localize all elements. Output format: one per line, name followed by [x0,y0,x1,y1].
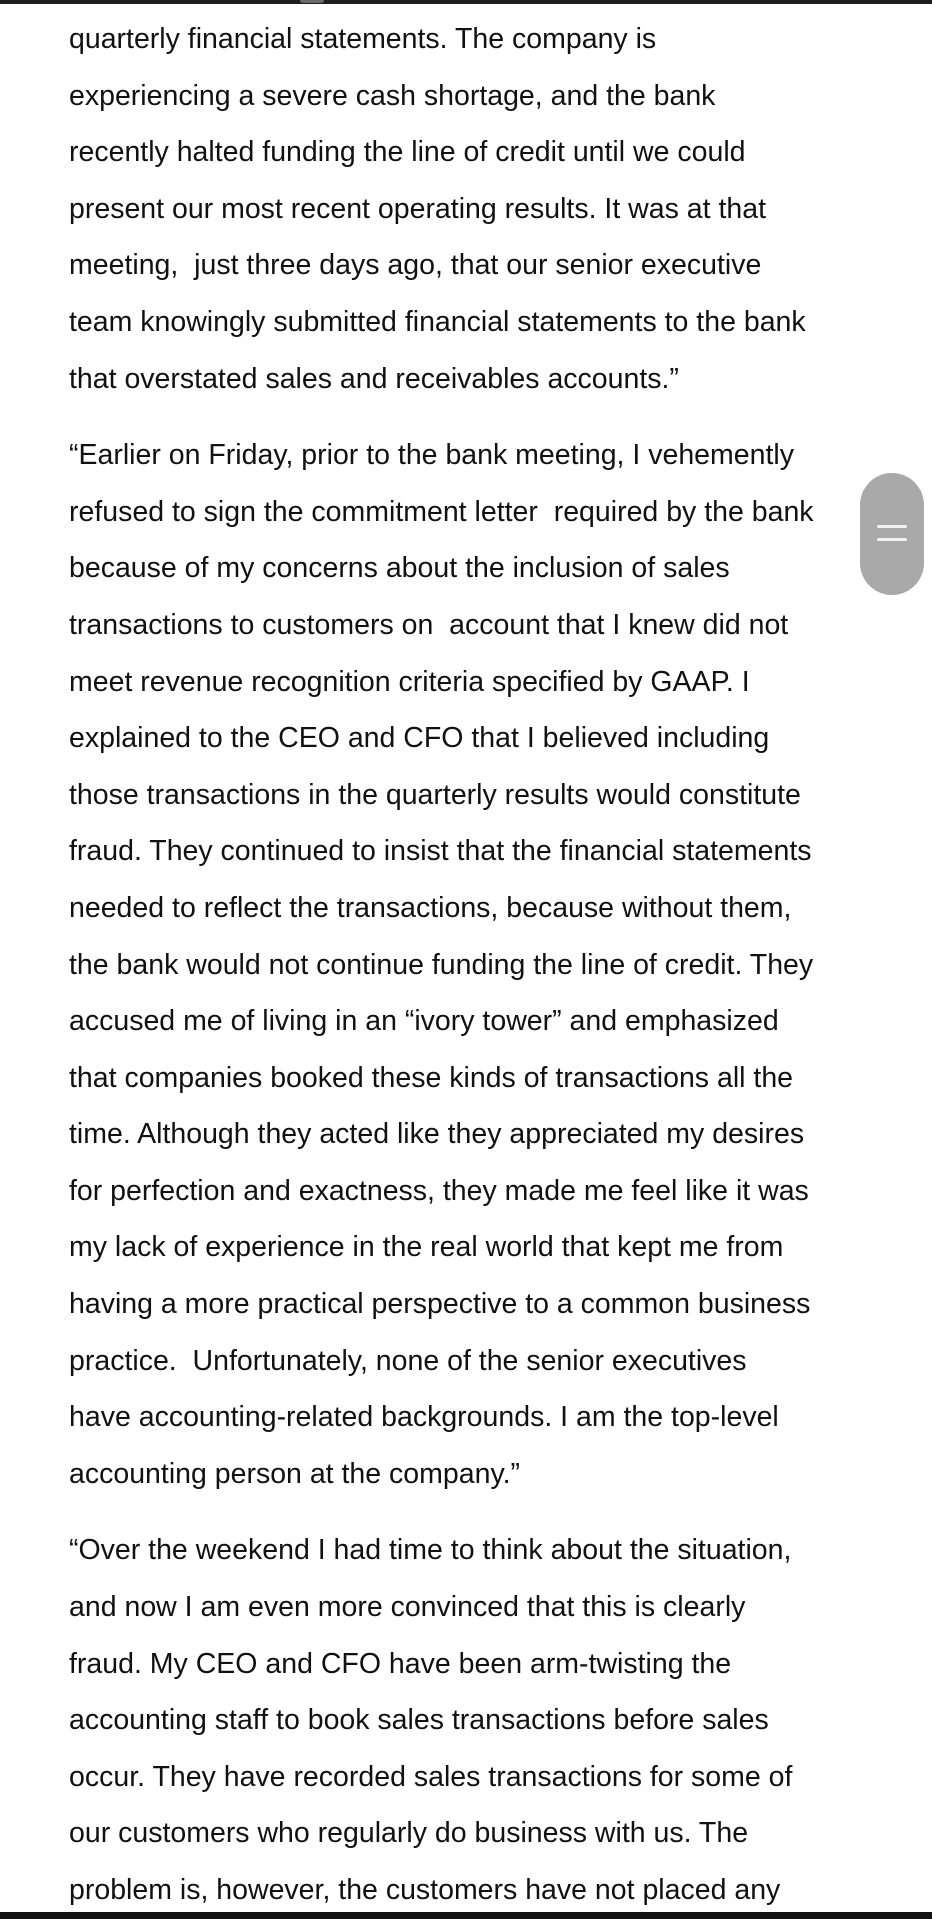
text-line: accounting person at the company.” [69,1457,520,1490]
text-line: our customers who regularly do business with us. The [69,1817,749,1850]
paragraph [69,427,869,1502]
text-line: that companies booked these kinds of transactions all the [69,1061,794,1094]
text-line: explained to the CEO and CFO that I believed including [69,722,770,755]
text-line: for perfection and exactness, they made me feel like it was [69,1174,809,1207]
text-line: recently halted funding the line of credit until we could [69,136,746,169]
text-line: fraud. My CEO and CFO have been arm-twisting the [69,1647,732,1680]
bottom-bar [0,1912,932,1919]
text-line: accused me of living in an “ivory tower” and emphasized [69,1005,779,1038]
text-line: transactions to customers on account that I knew did not [69,608,789,641]
text-line: problem is, however, the customers have not placed any [69,1874,781,1906]
text-line: and now I am even more convinced that this is clearly [69,1591,746,1624]
text-line: refused to sign the commitment letter required by the bank [69,495,814,528]
text-line: occur. They have recorded sales transactions for some of [69,1760,793,1793]
scroll-handle[interactable] [860,473,924,595]
text-line: fraud. They continued to insist that the financial statements [69,835,812,868]
text-line: my lack of experience in the real world that kept me from [69,1231,784,1264]
text-line: time. Although they acted like they appreciated my desires [69,1118,805,1151]
paragraph [69,11,869,407]
text-line: those transactions in the quarterly results would constitute [69,778,801,811]
text-line: needed to reflect the transactions, because without them, [69,891,792,924]
text-line: because of my concerns about the inclusion of sales [69,552,730,585]
text-line: the bank would not continue funding the line of credit. They [69,948,814,981]
text-line: “Over the weekend I had time to think about the situation, [69,1534,792,1567]
text-line: that overstated sales and receivables accounts.” [69,362,679,395]
text-line: meet revenue recognition criteria specified by GAAP. I [69,665,750,698]
paragraph [69,1522,869,1918]
text-line: meeting, just three days ago, that our senior executive [69,249,762,282]
document-body [69,11,869,1919]
drag-handle-icon [877,538,907,541]
text-line: experiencing a severe cash shortage, and the bank [69,79,716,112]
text-line: having a more practical perspective to a common business [69,1288,811,1321]
text-line: practice. Unfortunately, none of the senior executives [69,1344,747,1377]
text-line: present our most recent operating results. It was at that [69,192,767,225]
text-line: team knowingly submitted financial statements to the bank [69,305,806,338]
top-bar-indicator [300,0,324,3]
top-status-bar [0,0,932,4]
text-line: accounting staff to book sales transactions before sales [69,1704,769,1737]
text-line: quarterly financial statements. The company is [69,23,657,55]
text-line: “Earlier on Friday, prior to the bank meeting, I vehemently [69,439,794,472]
drag-handle-icon [877,525,907,528]
text-line: have accounting-related backgrounds. I am the top-level [69,1401,779,1434]
